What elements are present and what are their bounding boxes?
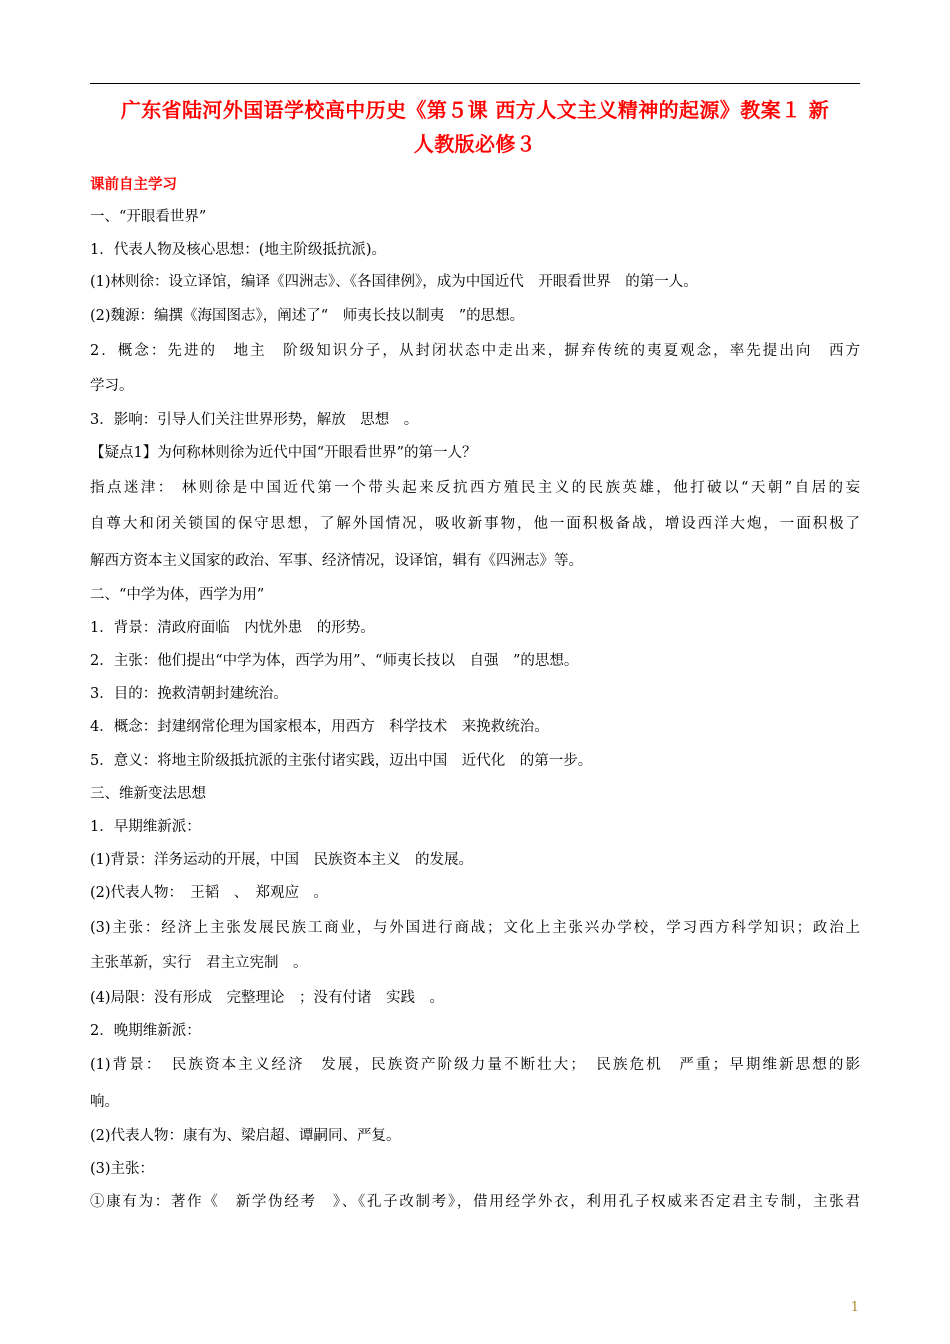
text-line: 3．影响：引导人们关注世界形势，解放 思想 。 [90, 412, 419, 428]
text-line: (2)魏源：编撰《海国图志》，阐述了“ 师夷长技以制夷 ”的思想。 [90, 308, 525, 324]
text-line: (3)主张： [90, 1161, 155, 1177]
title-line-1: 广东省陆河外国语学校高中历史《第５课 西方人文主义精神的起源》教案１ 新 [120, 98, 830, 122]
text-line: 学习。 [90, 378, 134, 394]
title-line-2: 人教版必修３ [413, 132, 537, 156]
text-line: 4．概念：封建纲常伦理为国家根本，用西方 科学技术 来挽救统治。 [90, 719, 549, 735]
text-line: 2．主张：他们提出“中学为体，西学为用”、“师夷长技以 自强 ”的思想。 [90, 653, 579, 669]
text-line: (2)代表人物：康有为、梁启超、谭嗣同、严复。 [90, 1128, 401, 1144]
text-line: (4)局限：没有形成 完整理论 ；没有付诸 实践 。 [90, 990, 445, 1006]
text-line: (3)主张：经济上主张发展民族工商业，与外国进行商战；文化上主张兴办学校，学习西方科学知识；政治上 [90, 920, 860, 936]
text-line: 5．意义：将地主阶级抵抗派的主张付诸实践，迈出中国 近代化 的第一步。 [90, 753, 593, 769]
text-line: 主张革新，实行 君主立宪制 。 [90, 955, 308, 971]
text-line: (2)代表人物： 王韬 、 郑观应 。 [90, 885, 329, 901]
text-line: (1)林则徐：设立译馆，编译《四洲志》、《各国律例》，成为中国近代 开眼看世界 的第一人。 [90, 274, 698, 290]
text-line: 1．早期维新派： [90, 819, 201, 835]
text-line: 2．晚期维新派： [90, 1023, 201, 1039]
heading-1: 一、“开眼看世界” [90, 209, 207, 225]
header-rule [90, 83, 860, 84]
section-heading: 课前自主学习 [90, 176, 177, 193]
text-line: 1．背景：清政府面临 内忧外患 的形势。 [90, 620, 375, 636]
text-line: 1．代表人物及核心思想：(地主阶级抵抗派)。 [90, 242, 387, 258]
question-line: 【疑点1】为何称林则徐为近代中国“开眼看世界”的第一人？ [90, 445, 477, 461]
text-line: (1)背景： 民族资本主义经济 发展，民族资产阶级力量不断壮大； 民族危机 严重；早期维新思想的影 [90, 1057, 860, 1073]
text-line: 指点迷津： 林则徐是中国近代第一个带头起来反抗西方殖民主义的民族英雄，他打破以“天朝”自居的妄 [90, 480, 860, 496]
text-line: 自尊大和闭关锁国的保守思想，了解外国情况，吸收新事物，他一面积极备战，增设西洋大炮，一面积极了 [90, 516, 860, 532]
heading-3: 三、维新变法思想 [90, 786, 206, 802]
text-line: ①康有为：著作《 新学伪经考 》、《孔子改制考》，借用经学外衣，利用孔子权威来否定君主专制，主张君 [90, 1194, 860, 1210]
text-line: 3．目的：挽救清朝封建统治。 [90, 686, 288, 702]
document-title [90, 93, 860, 161]
text-line: 响。 [90, 1094, 119, 1110]
text-line: (1)背景：洋务运动的开展，中国 民族资本主义 的发展。 [90, 852, 474, 868]
text-line: 解西方资本主义国家的政治、军事、经济情况，设译馆，辑有《四洲志》等。 [90, 553, 583, 569]
heading-2: 二、“中学为体，西学为用” [90, 587, 265, 603]
text-line: 2．概念：先进的 地主 阶级知识分子，从封闭状态中走出来，摒弃传统的夷夏观念，率先提出向 西方 [90, 343, 860, 359]
page-number: 1 [850, 1300, 859, 1315]
